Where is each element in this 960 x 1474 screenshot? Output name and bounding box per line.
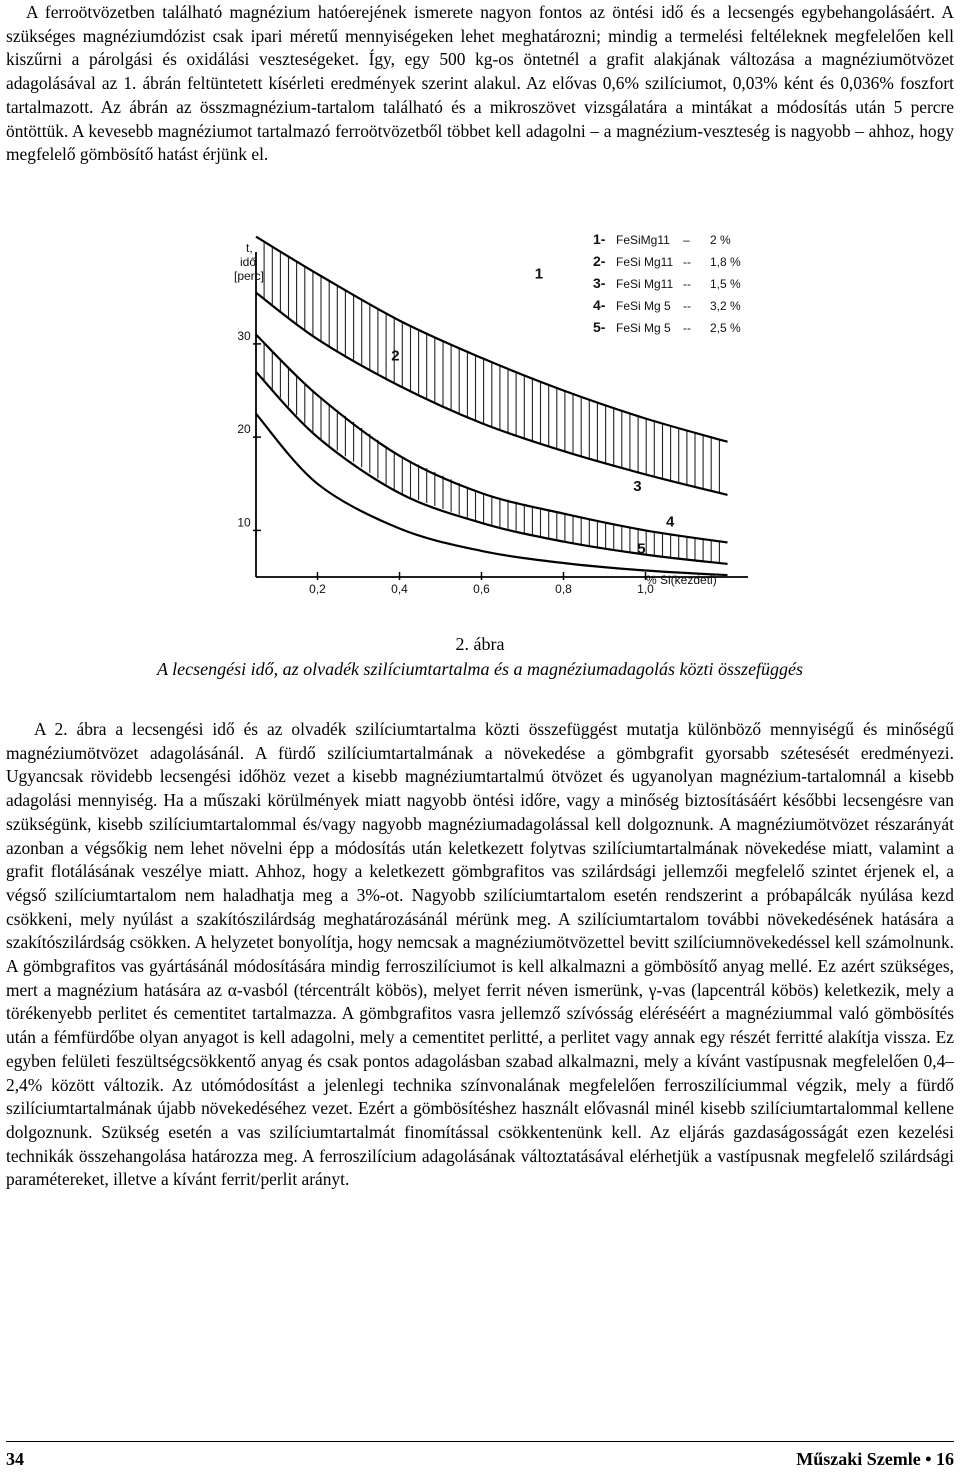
legend-number: 1- [593, 231, 606, 247]
x-tick-label: 0,4 [391, 582, 408, 596]
legend [593, 231, 741, 335]
curve-label-5: 5 [637, 540, 646, 558]
legend-dash: -- [683, 321, 691, 335]
legend-percent: 2 % [710, 233, 731, 247]
legend-percent: 1,5 % [710, 277, 741, 291]
y-tick-label: 10 [237, 515, 251, 530]
x-tick-label: 1,0 [637, 582, 654, 596]
silicon-vs-time-chart [228, 222, 788, 602]
legend-dash: -- [683, 255, 691, 269]
figure-number: 2. ábra [455, 634, 505, 654]
page-number: 34 [6, 1449, 24, 1469]
legend-number: 3- [593, 275, 606, 291]
y-tick-label: 20 [237, 422, 251, 437]
legend-number: 2- [593, 253, 606, 269]
y-axis-label-2: idő [240, 255, 257, 269]
curve-label-1: 1 [534, 265, 544, 283]
y-axis-label-1: t, [246, 241, 253, 255]
legend-dash: – [683, 233, 690, 247]
intro-paragraph: A ferroötvözetben található magnézium hatóerejének ismerete nagyon fontos az öntési idő és a lecsengés egybehangolásáért. A szükséges magnéziumdózist csak ipari méretű mennyiségeken lehet meghatározni; mindig a termelési feltéleknek megfelelően kell kiszűrni a párolgási és oxidálási veszteségeket. Így, egy 500 kg-os öntetnél a grafit alakjának változása a magnéziumötvözet adagolásával az 1. ábrán feltüntetett kísérleti eredmények szerint alakul. Az elővas 0,6% szilíciumot, 0,03% ként és 0,036% foszfort tartalmazott. Az ábrán az összmagnézium-tartalom található és a mikroszövet vizsgálatára a mintákat a módosítás után 5 percre öntöttük. A kevesebb magnéziumot tartalmazó ferroötvözetből többet kell adagolni – a magnézium-veszteség is nagyobb – ahhoz, hogy megfelelő gömbösítő hatást érjünk el. [6, 2, 954, 165]
legend-alloy: FeSi Mg 5 [616, 299, 671, 313]
y-axis-label-3: [perc] [234, 269, 265, 283]
y-tick-label: 30 [237, 328, 251, 343]
figure-caption: A lecsengési idő, az olvadék szilíciumtartalma és a magnéziumadagolás közti összefüggés [156, 659, 804, 679]
x-tick-label: 0,2 [309, 582, 326, 596]
curve-label-2: 2 [391, 347, 400, 365]
footer-rule [6, 1441, 954, 1442]
legend-number: 5- [593, 319, 606, 335]
legend-percent: 2,5 % [710, 321, 741, 335]
body-paragraph: A 2. ábra a lecsengési idő és az olvadék szilíciumtartalma közti összefüggést mutatja különböző mennyiségű és minőségű magnéziumötvözet adagolásánál. A fürdő szilíciumtartalmának a növekedése a gömbgrafit gyorsabb szétesését eredményezi. Ugyancsak rövidebb lecsengési időhöz vezet a kisebb magnéziumtartalmú ötvözet és ugyanolyan magnézium-tartalomnál a kisebb adagolási mennyiség. Ha a műszaki körülmények miatt nagyobb öntési időre, vagy a minőség biztosításáért későbbi lecsengésre van szükségünk, kisebb szilíciumtartalommal és/vagy nagyobb magnéziumadagolással kell dolgoznunk. A magnéziumötvözet részarányát azonban a végsőkig nem lehet növelni épp a módosítás után keletkezett folytvas szilíciumtartalmának növekedése miatt, valamint a grafit flotálásának veszélye miatt. Ahhoz, hogy a keletkezett gömbgrafitos vas szilárdsági jellemzői megfelelő szintet érjenek el, a végső szilíciumtartalom nem haladhatja meg a 3%-ot. Nagyobb szilíciumtartalom esetén rendszerint a próbapálcák nyúlása kezd csökkeni, mely nyúlást a szakítószilárdság meghatározásánál mérünk meg. A szilíciumtartalom további növekedésének hatására a szakítószilárdság csökken. A helyzetet bonyolítja, hogy nemcsak a magnéziumötvözettel bevitt szilíciumnövekedéssel kell számolnunk. A gömbgrafitos vas gyártásánál módosítására mindig ferroszilíciumot is kell alkalmazni a gömbösítő anyag mellé. Ez azért szükséges, mert a magnézium hatására az α-vasból (tércentrált köbös), melyet ferrit néven ismerünk, γ-vas (lapcentrál köbös) keletkezik, mely a törékenyebb perlitet és cementitet tartalmazza. A gömbgrafitos vasra jellemző szívósság eléréséért a magnéziummal való gömbösítés után a fémfürdőbe olyan anyagot is kell adagolni, mely a cementitet perlitté, a perlitet vagy annak egy részét ferritté alakítja vissza. Ez egyben felületi feszültségcsökkentő anyag és csak pontos adagolásban szabad alkalmazni, mely a kívánt vastípusnak megfelelően 0,4–2,4% között változik. Az utómódosítást a jelenlegi technika színvonalának megfelelően ferroszilíciummal végzik, mely a fürdő szilíciumtartalmának újabb növekedéséhez vezet. Ezért a gömbösítéshez használt elővasnál minél kisebb szilíciumtartalommal kellene dolgoznunk. Szükség esetén a vas szilíciumtartalmát finomítással csökkentenünk kell. Az eljárás gazdaságosságát ezen kezelési technikák összehangolása határozza meg. A ferroszilícium adagolásának változtatásával elérhetjük a vastípusnak megfelelő szilárdsági paramétereket, illetve a kívánt ferrit/perlit arányt. [6, 719, 954, 1190]
legend-dash: -- [683, 299, 691, 313]
legend-percent: 1,8 % [710, 255, 741, 269]
legend-alloy: FeSi Mg11 [616, 255, 674, 269]
x-tick-label: 0,6 [473, 582, 490, 596]
curve-5 [256, 414, 728, 575]
legend-alloy: FeSiMg11 [616, 233, 670, 247]
legend-percent: 3,2 % [710, 299, 741, 313]
x-tick-label: 0,8 [555, 582, 572, 596]
journal-name: Műszaki Szemle • 16 [796, 1449, 954, 1469]
legend-alloy: FeSi Mg 5 [616, 321, 671, 335]
curve-label-3: 3 [633, 478, 642, 496]
legend-dash: -- [683, 277, 691, 291]
legend-alloy: FeSi Mg11 [616, 277, 674, 291]
curve-label-4: 4 [666, 513, 675, 531]
legend-number: 4- [593, 297, 606, 313]
x-axis-label: % Si(kezdeti) [646, 573, 717, 587]
